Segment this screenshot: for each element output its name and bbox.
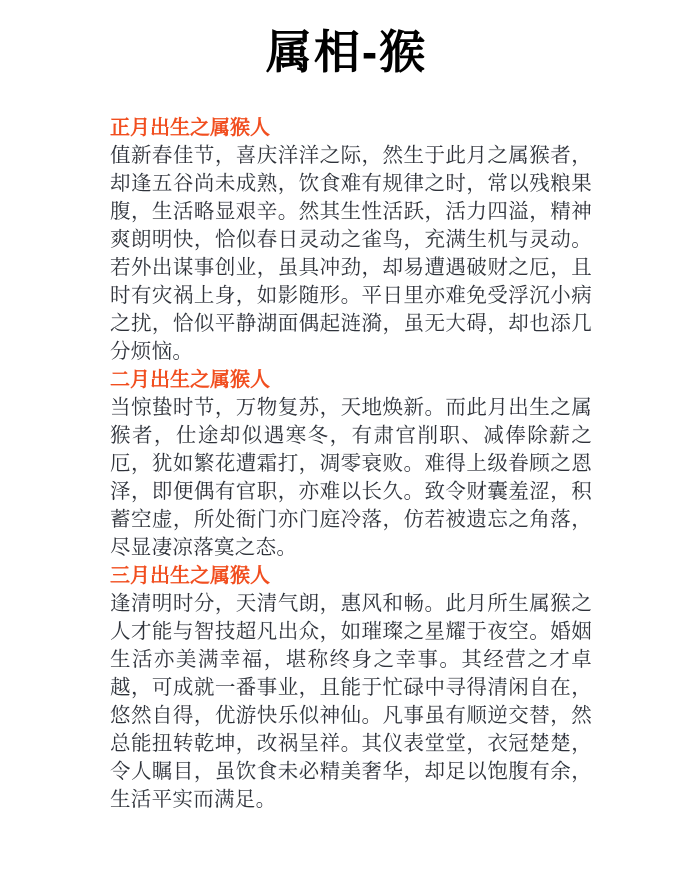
section-body-month-2: 当惊蛰时节，万物复苏，天地焕新。而此月出生之属猴者，仕途却似遇寒冬，有肃官削职、减俸除薪之厄，犹如繁花遭霜打，凋零衰败。难得上级眷顾之恩泽，即便偶有官职，亦难以长久。致令财囊羞涩，积蓄空虚，所处衙门亦门庭冷落，仿若被遗忘之角落，尽显凄凉落寞之态。 [110, 396, 592, 559]
section-month-3 [110, 562, 592, 814]
section-month-2 [110, 366, 592, 562]
section-body-month-3: 逢清明时分，天清气朗，惠风和畅。此月所生属猴之人才能与智技超凡出众，如璀璨之星耀于夜空。婚姻生活亦美满幸福，堪称终身之幸事。其经营之才卓越，可成就一番事业，且能于忙碌中寻得清闲自在，悠然自得，优游快乐似神仙。凡事虽有顺逆交替，然总能扭转乾坤，改祸呈祥。其仪表堂堂，衣冠楚楚，令人瞩目，虽饮食未必精美奢华，却足以饱腹有余，生活平实而满足。 [110, 592, 592, 811]
section-month-1 [110, 114, 592, 366]
section-heading-month-3: 三月出生之属猴人 [110, 565, 270, 587]
section-heading-month-1: 正月出生之属猴人 [110, 117, 270, 139]
section-heading-month-2: 二月出生之属猴人 [110, 369, 270, 391]
page-title: 属相-猴 [265, 26, 428, 78]
section-body-month-1: 值新春佳节，喜庆洋洋之际，然生于此月之属猴者，却逢五谷尚未成熟，饮食难有规律之时，常以残粮果腹，生活略显艰辛。然其生性活跃，活力四溢，精神爽朗明快，恰似春日灵动之雀鸟，充满生机与灵动。若外出谋事创业，虽具冲劲，却易遭遇破财之厄，且时有灾祸上身，如影随形。平日里亦难免受浮沉小病之扰，恰似平静湖面偶起涟漪，虽无大碍，却也添几分烦恼。 [110, 144, 592, 363]
document-content [110, 114, 592, 814]
